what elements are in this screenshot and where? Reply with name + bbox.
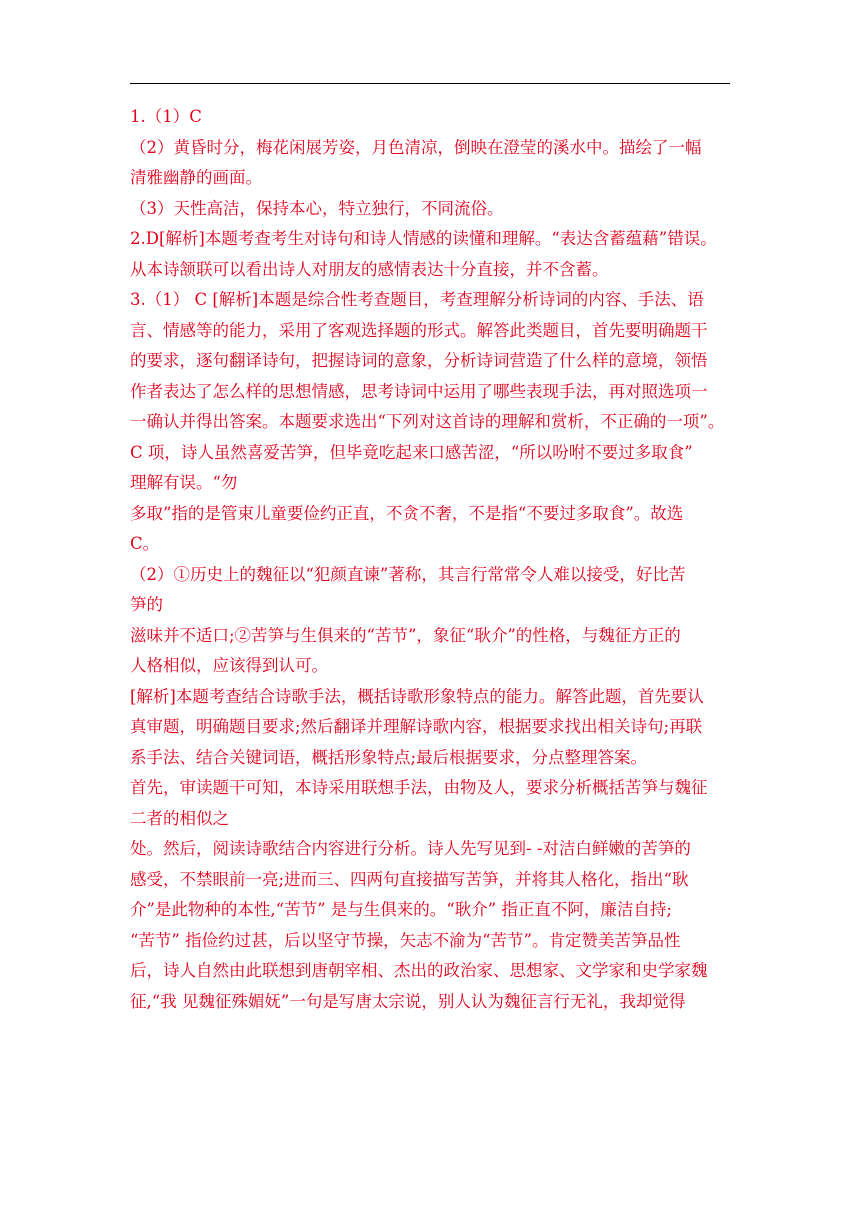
- text-line: （2）黄昏时分，梅花闲展芳姿，月色清凉，倒映在澄莹的溪水中。描绘了一幅: [130, 137, 702, 157]
- text-line: （2）①历史上的魏征以“犯颜直谏”著称，其言行常常令人难以接受，好比苦: [130, 564, 686, 584]
- text-line: （3）天性高洁，保持本心，特立独行，不同流俗。: [130, 198, 504, 218]
- text-line: 处。然后，阅读诗歌结合内容进行分析。诗人先写见到- -对洁白鲜嫩的苦笋的: [130, 839, 691, 858]
- text-line: 作者表达了怎么样的思想情感，思考诗词中运用了哪些表现手法，再对照选项一: [130, 381, 708, 401]
- text-line: 二者的相似之: [130, 808, 229, 828]
- text-line: C。: [130, 534, 160, 553]
- text-line: [解析]本题考查结合诗歌手法，概括诗歌形象特点的能力。解答此题，首先要认: [130, 686, 704, 706]
- text-line: “苦节” 指俭约过甚，后以坚守节操，矢志不渝为“苦节”。肯定赞美苦笋品性: [130, 930, 681, 950]
- text-line: 3.（1） C [解析]本题是综合性考查题目，考查理解分析诗词的内容、手法、语: [130, 290, 704, 309]
- text-line: 2.D[解析]本题考查考生对诗句和诗人情感的读懂和理解。“表达含蓄蕴藉”错误。: [130, 229, 717, 248]
- text-line: 理解有误。“勿: [130, 473, 238, 492]
- header-rule: [130, 83, 730, 84]
- text-line: 人格相似，应该得到认可。: [130, 656, 328, 675]
- text-line: 的要求，逐句翻译诗句，把握诗词的意象，分析诗词营造了什么样的意境，领悟: [130, 351, 708, 370]
- text-line: 言、情感等的能力，采用了客观选择题的形式。解答此类题目，首先要明确题干: [130, 320, 708, 340]
- text-line: 介”是此物种的本性,“苦节” 是与生俱来的。“耿介” 指正直不阿，廉洁自持;: [130, 900, 672, 919]
- text-line: 从本诗颔联可以看出诗人对朋友的感情表达十分直接，并不含蓄。: [130, 259, 609, 279]
- text-line: 滋味并不适口;②苦笋与生俱来的“苦节”，象征“耿介”的性格，与魏征方正的: [130, 625, 681, 645]
- text-line: 一确认并得出答案。本题要求选出“下列对这首诗的理解和赏析，不正确的一项”。: [130, 412, 725, 431]
- text-line: 系手法、结合关键词语，概括形象特点;最后根据要求，分点整理答案。: [130, 747, 648, 767]
- text-line: 首先，审读题干可知，本诗采用联想手法，由物及人，要求分析概括苦笋与魏征: [130, 778, 708, 797]
- answer-text-block: [130, 102, 735, 1017]
- text-line: 多取”指的是管束儿童要俭约正直，不贪不奢，不是指“不要过多取食”。故选: [130, 503, 684, 523]
- text-line: 清雅幽静的画面。: [130, 168, 262, 187]
- text-line: 后，诗人自然由此联想到唐朝宰相、杰出的政治家、思想家、文学家和史学家魏: [130, 961, 708, 980]
- text-line: 真审题，明确题目要求;然后翻译并理解诗歌内容，根据要求找出相关诗句;再联: [130, 717, 703, 736]
- text-line: 1.（1）C: [130, 107, 202, 126]
- text-line: C 项，诗人虽然喜爱苦笋，但毕竟吃起来口感苦涩，“所以吩咐不要过多取食”: [130, 442, 693, 462]
- text-line: 笋的: [130, 595, 163, 614]
- text-line: 征,“我 见魏征殊媚妩”一句是写唐太宗说，别人认为魏征言行无礼，我却觉得: [130, 991, 686, 1011]
- text-line: 感受，不禁眼前一亮;进而三、四两句直接描写苦笋，并将其人格化，指出“耿: [130, 869, 689, 889]
